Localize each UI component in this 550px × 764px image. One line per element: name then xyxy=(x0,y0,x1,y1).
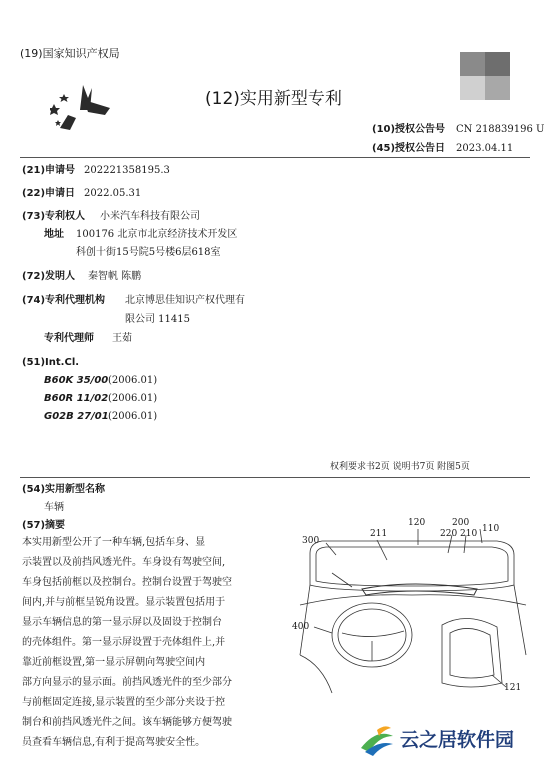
label-121: 121 xyxy=(504,683,522,693)
abstract-line: 与前框固定连接,显示装置的至少部分夹设于控 xyxy=(22,697,226,708)
agent-label: 专利代理师 xyxy=(44,333,94,344)
agency-label: (74)专利代理机构 xyxy=(22,295,106,306)
office-name: (19)国家知识产权局 xyxy=(20,47,120,60)
inventor-label: (72)发明人 xyxy=(22,271,76,282)
agency-line-1: 北京博思佳知识产权代理有 xyxy=(125,295,245,306)
label-210: 210 xyxy=(460,529,478,539)
header-rule xyxy=(20,157,530,158)
address-line-2: 科创十街15号院5号楼6层618室 xyxy=(76,247,221,258)
app-no-label: (21)申请号 xyxy=(22,165,76,176)
label-120: 120 xyxy=(408,518,426,528)
abstract-line: 制台和前挡风透光件之间。该车辆能够方便驾驶 xyxy=(22,717,232,728)
intcl-code: B60R 11/02 xyxy=(44,393,109,404)
intcl-version: (2006.01) xyxy=(108,411,158,422)
abstract-line: 靠近前框设置,第一显示屏朝向驾驶空间内 xyxy=(22,657,206,668)
label-300: 300 xyxy=(302,536,320,546)
pub-no-value: CN 218839196 U xyxy=(456,124,545,135)
section-rule xyxy=(20,477,530,478)
app-no-value: 202221358195.3 xyxy=(84,165,170,176)
agent-value: 王茹 xyxy=(112,333,132,344)
agency-line-2: 限公司 11415 xyxy=(125,314,190,325)
abstract-line: 部方向显示的显示面。前挡风透光件的至少部分 xyxy=(22,677,232,688)
label-400: 400 xyxy=(292,622,310,632)
title-label: (54)实用新型名称 xyxy=(22,484,106,495)
abstract-line: 本实用新型公开了一种车辆,包括车身、显 xyxy=(22,537,206,548)
label-110: 110 xyxy=(482,524,500,534)
watermark-logo-icon xyxy=(357,722,397,758)
intcl-code: B60K 35/00 xyxy=(44,375,109,386)
inventor-value: 秦智帆 陈鹏 xyxy=(88,271,142,282)
intcl-code: G02B 27/01 xyxy=(44,411,109,422)
patent-figure xyxy=(292,515,532,700)
abstract-line: 间内,并与前框呈锐角设置。显示装置包括用于 xyxy=(22,597,226,608)
abstract-line: 员查看车辆信息,有利于提高驾驶安全性。 xyxy=(22,737,206,748)
label-220: 220 xyxy=(440,529,458,539)
patentee-label: (73)专利权人 xyxy=(22,211,86,222)
intcl-version: (2006.01) xyxy=(108,393,158,404)
app-date-value: 2022.05.31 xyxy=(84,188,142,199)
label-211: 211 xyxy=(370,529,388,539)
patentee-value: 小米汽车科技有限公司 xyxy=(100,211,200,222)
watermark-text: 云之居软件园 xyxy=(400,729,515,751)
abstract-label: (57)摘要 xyxy=(22,520,66,531)
abstract-line: 示装置以及前挡风透光件。车身设有驾驶空间, xyxy=(22,557,226,568)
document-type: (12)实用新型专利 xyxy=(205,89,342,109)
abstract-line: 的壳体组件。第一显示屏设置于壳体组件上,并 xyxy=(22,637,226,648)
pub-no-label: (10)授权公告号 xyxy=(372,124,446,135)
address-label: 地址 xyxy=(44,229,64,240)
intcl-label: (51)Int.Cl. xyxy=(22,357,80,368)
qr-code-icon xyxy=(460,52,510,100)
address-line-1: 100176 北京市北京经济技术开发区 xyxy=(76,229,238,240)
pub-date-value: 2023.04.11 xyxy=(456,143,514,154)
pub-date-label: (45)授权公告日 xyxy=(372,143,446,154)
intcl-version: (2006.01) xyxy=(108,375,158,386)
page-counts: 权利要求书2页 说明书7页 附图5页 xyxy=(330,462,470,472)
abstract-line: 车身包括前框以及控制台。控制台设置于驾驶空 xyxy=(22,577,232,588)
cnipa-emblem-icon xyxy=(50,80,120,135)
app-date-label: (22)申请日 xyxy=(22,188,76,199)
abstract-line: 显示车辆信息的第一显示屏以及固设于控制台 xyxy=(22,617,222,628)
utility-model-title: 车辆 xyxy=(44,502,64,513)
label-200: 200 xyxy=(452,518,470,528)
